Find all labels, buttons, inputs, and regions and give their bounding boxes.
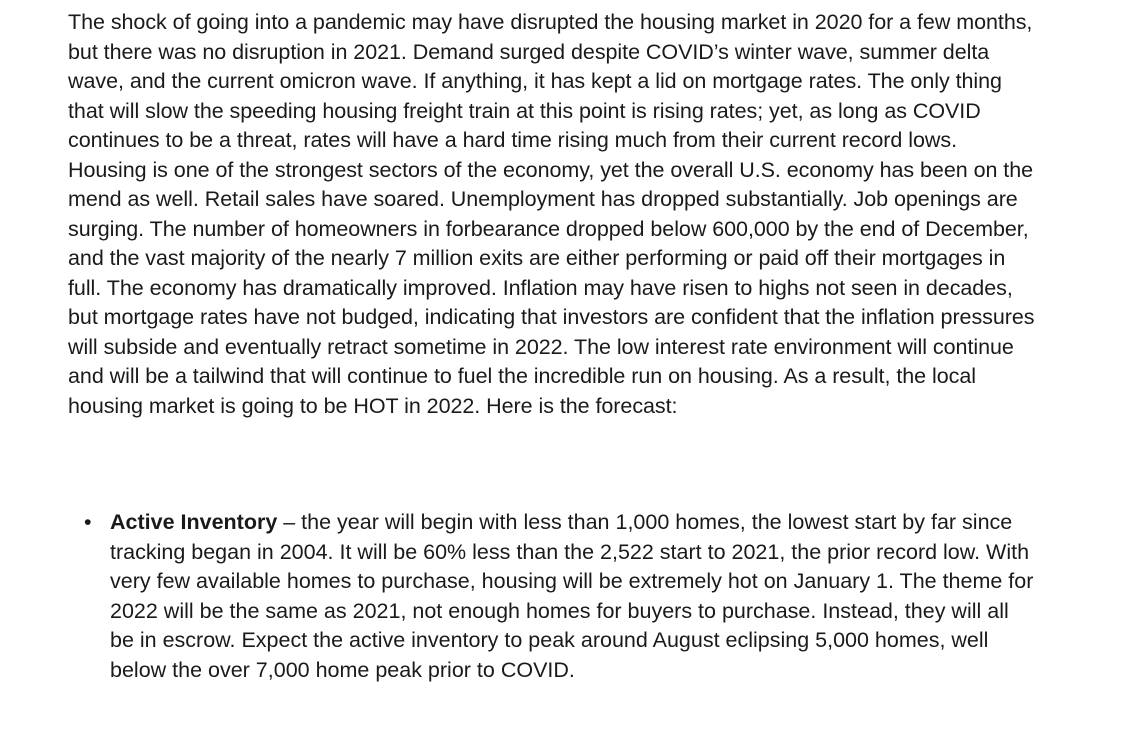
forecast-list [68,508,1038,685]
list-item-active-inventory [68,508,1038,685]
bullet-term: Active Inventory [110,510,278,534]
intro-paragraph: The shock of going into a pandemic may have disrupted the housing market in 2020 for a few months, but there was no disruption in 2021. Demand surged despite COVID’s winter wave, summer delta wave, and the current omicron wave. If anything, it has kept a lid on mortgage rates. The only thing that will slow the speeding housing freight train at this point is rising rates; yet, as long as COVID continues to be a threat, rates will have a hard time rising much from their current record lows. Housing is one of the strongest sectors of the economy, yet the overall U.S. economy has been on the mend as well. Retail sales have soared. Unemployment has dropped substantially. Job openings are surging. The number of homeowners in forbearance dropped below 600,000 by the end of December, and the vast majority of the nearly 7 million exits are either performing or paid off their mortgages in full. The economy has dramatically improved. Inflation may have risen to highs not seen in decades, but mortgage rates have not budged, indicating that investors are confident that the inflation pressures will subside and eventually retract sometime in 2022. The low interest rate environment will continue and will be a tailwind that will continue to fuel the incredible run on housing. As a result, the local housing market is going to be HOT in 2022. Here is the forecast: [68,10,1035,418]
bullet-text: – the year will begin with less than 1,000 homes, the lowest start by far since tracking began in 2004. It will be 60% less than the 2,522 start to 2021, the prior record low. With very few available homes to purchase, housing will be extremely hot on January 1. The theme for 2022 will be the same as 2021, not enough homes for buyers to purchase. Instead, they will all be in escrow. Expect the active inventory to peak around August eclipsing 5,000 homes, well below the over 7,000 home peak prior to COVID. [110,510,1034,682]
bullet-icon: • [84,510,92,534]
